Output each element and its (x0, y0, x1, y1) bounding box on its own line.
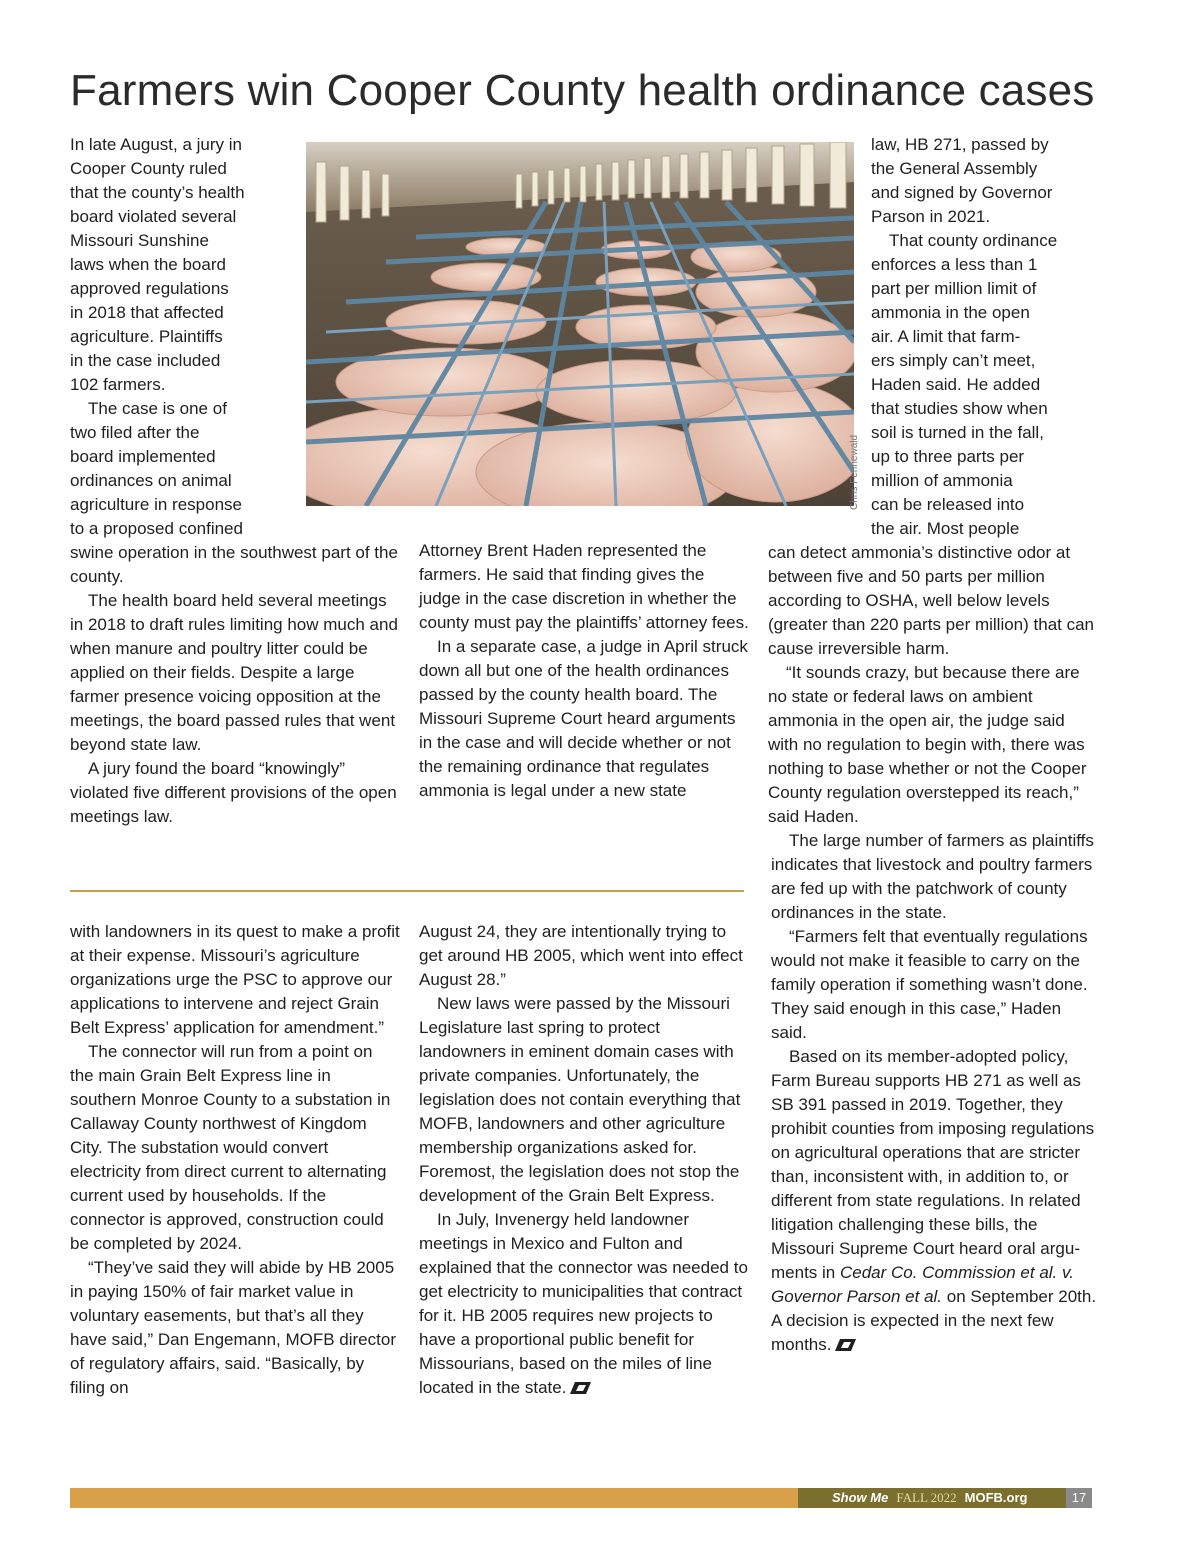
text-line: Haden said. He added (871, 375, 1041, 394)
text-line: ammonia in the open (871, 303, 1030, 322)
paragraph: Attorney Brent Haden represented the farmers. He said that finding gives the judge in the case discretion in whether the county must pay the plaintiffs’ attorney fees. (419, 541, 749, 632)
paragraph-with-mark (419, 1208, 749, 1400)
text-line: That county ordinance (889, 231, 1058, 250)
text-line: million of ammonia (871, 471, 1013, 490)
text-line: the air. Most people (871, 519, 1020, 538)
paragraph: “It sounds crazy, but because there are no state or federal laws on ambient ammonia in the open air, the judge said with no regulation to begin with, there was nothing to base whether or not the Cooper County regulation overstepped its reach,” said Haden. (768, 663, 1087, 826)
headline: Farmers win Cooper County health ordinance cases (70, 66, 1095, 115)
text-line: enforces a less than 1 (871, 255, 1038, 274)
text-line: to a proposed confined (70, 519, 243, 538)
paragraph: “Farmers felt that eventually regulations would not make it feasible to carry on the family operation if something wasn’t done. They said enough in this case,” Haden said. (771, 927, 1088, 1042)
text-line: Missouri Sunshine (70, 231, 209, 250)
paragraph: The connector will run from a point on the main Grain Belt Express line in southern Monroe County to a substation in Callaway County northwest of Kingdom City. The substation would convert electricity from direct current to alternating current used by households. If the connector is approved, construction could be completed by 2024. (70, 1042, 391, 1253)
column-3-wrap-lines (768, 133, 1098, 229)
text-run: Based on its member-adopted policy, Farm Bureau supports HB 271 as well as SB 391 passed in 2019. Together, they prohibit counties from imposing regulations on agricultural operations that are stricter than, inconsistent with, in addition to, or different from state regulations. In related litigation challenging these bills, the Missouri Supreme Court heard oral arguments in (771, 1047, 1095, 1282)
issue-label: FALL 2022 (896, 1490, 957, 1505)
text-line: ordinances on animal (70, 471, 232, 490)
text-line: in 2018 that affected (70, 303, 224, 322)
farm-bureau-end-mark-icon (568, 1381, 592, 1395)
text-line: ers simply can’t meet, (871, 351, 1036, 370)
column-2-top (419, 539, 749, 803)
website-link[interactable]: MOFB.org (964, 1490, 1028, 1505)
page-number: 17 (1066, 1488, 1092, 1508)
paragraph: New laws were passed by the Missouri Legislature last spring to protect landowners in eminent domain cases with private companies. Unfortunately, the legislation does not contain everything that MOFB, landowners and other agriculture membership organizations asked for. Foremost, the legislation does not stop the development of the Grain Belt Express. (419, 994, 741, 1205)
text-line: up to three parts per (871, 447, 1025, 466)
paragraph: can detect ammonia’s distinctive odor at between five and 50 parts per million according to OSHA, well below levels (greater than 220 parts per million) that can cause irreversible harm. (768, 543, 1095, 658)
photo-credit: Chris Fennewald (849, 434, 860, 510)
text-line: in the case included (70, 351, 221, 370)
column-1-wrap-lines-2 (70, 397, 300, 541)
paragraph: swine operation in the southwest part of the county. (70, 543, 398, 586)
text-line: agriculture in response (70, 495, 242, 514)
paragraph-with-case (768, 1045, 1098, 1357)
text-line: Parson in 2021. (871, 207, 991, 226)
column-3-wrap-lines-2 (768, 229, 1098, 541)
text-line: board violated several (70, 207, 237, 226)
text-line: agriculture. Plaintiffs (70, 327, 223, 346)
paragraph: “They’ve said they will abide by HB 2005 in paying 150% of fair market value in voluntary easements, but that’s all they have said,” Dan Engemann, MOFB director of regulatory affairs, said. “Basically, by filing on (70, 1258, 396, 1397)
text-line: soil is turned in the fall, (871, 423, 1044, 442)
column-3 (768, 133, 1098, 1357)
text-line: law, HB 271, passed by (871, 135, 1049, 154)
paragraph: with landowners in its quest to make a profit at their expense. Missouri’s agriculture organizations urge the PSC to approve our applications to intervene and reject Grain Belt Express’ application for amendment.” (70, 922, 400, 1037)
text-line: Cooper County ruled (70, 159, 227, 178)
paragraph: The health board held several meetings in 2018 to draft rules limiting how much and when manure and poultry litter could be applied on their fields. Despite a large farmer presence voicing opposition at the meetings, the board passed rules that went beyond state law. (70, 591, 398, 754)
text-run: In July, Invenergy held landowner meetings in Mexico and Fulton and explained that the connector was needed to get electricity to municipalities that contract for it. HB 2005 requires new projects to have a proportional public benefit for Missourians, based on the miles of line located in the state. (419, 1210, 748, 1397)
paragraph: The large number of farmers as plaintiffs indicates that livestock and poultry farmers are fed up with the patchwork of county ordinances in the state. (771, 831, 1094, 922)
section-divider (70, 890, 744, 892)
text-line: In late August, a jury in (70, 135, 242, 154)
text-line: part per million limit of (871, 279, 1037, 298)
paragraph: In a separate case, a judge in April struck down all but one of the health ordinances passed by the county health board. The Missouri Supreme Court heard arguments in the case and will decide whether or not the remaining ordinance that regulates ammonia is legal under a new state (419, 637, 748, 800)
text-line: that studies show when (871, 399, 1048, 418)
text-line: approved regulations (70, 279, 229, 298)
text-line: two filed after the (70, 423, 200, 442)
case-name: Cedar Co. Commission et al. v. Governor Parson et al. (771, 1263, 1074, 1306)
paragraph: A jury found the board “knowingly” violated five different provisions of the open meetings law. (70, 759, 397, 826)
farm-bureau-end-mark-icon (833, 1338, 857, 1352)
lower-column-2 (419, 920, 749, 1400)
lower-column-1 (70, 920, 400, 1400)
text-line: the General Assembly (871, 159, 1038, 178)
text-run: on September 20th. A decision is expected in the next few months. (771, 1287, 1097, 1354)
paragraph: August 24, they are intentionally trying to get around HB 2005, which went into effect August 28.” (419, 922, 743, 989)
text-line: and signed by Governor (871, 183, 1053, 202)
text-line: that the county’s health (70, 183, 245, 202)
footer-masthead (798, 1488, 1066, 1508)
text-line: board implemented (70, 447, 216, 466)
text-line: The case is one of (88, 399, 227, 418)
column-1-wrap-lines (70, 133, 300, 397)
text-line: 102 farmers. (70, 375, 166, 394)
text-line: air. A limit that farm- (871, 327, 1021, 346)
magazine-name: Show Me (832, 1490, 889, 1505)
text-line: can be released into (871, 495, 1025, 514)
text-line: laws when the board (70, 255, 226, 274)
